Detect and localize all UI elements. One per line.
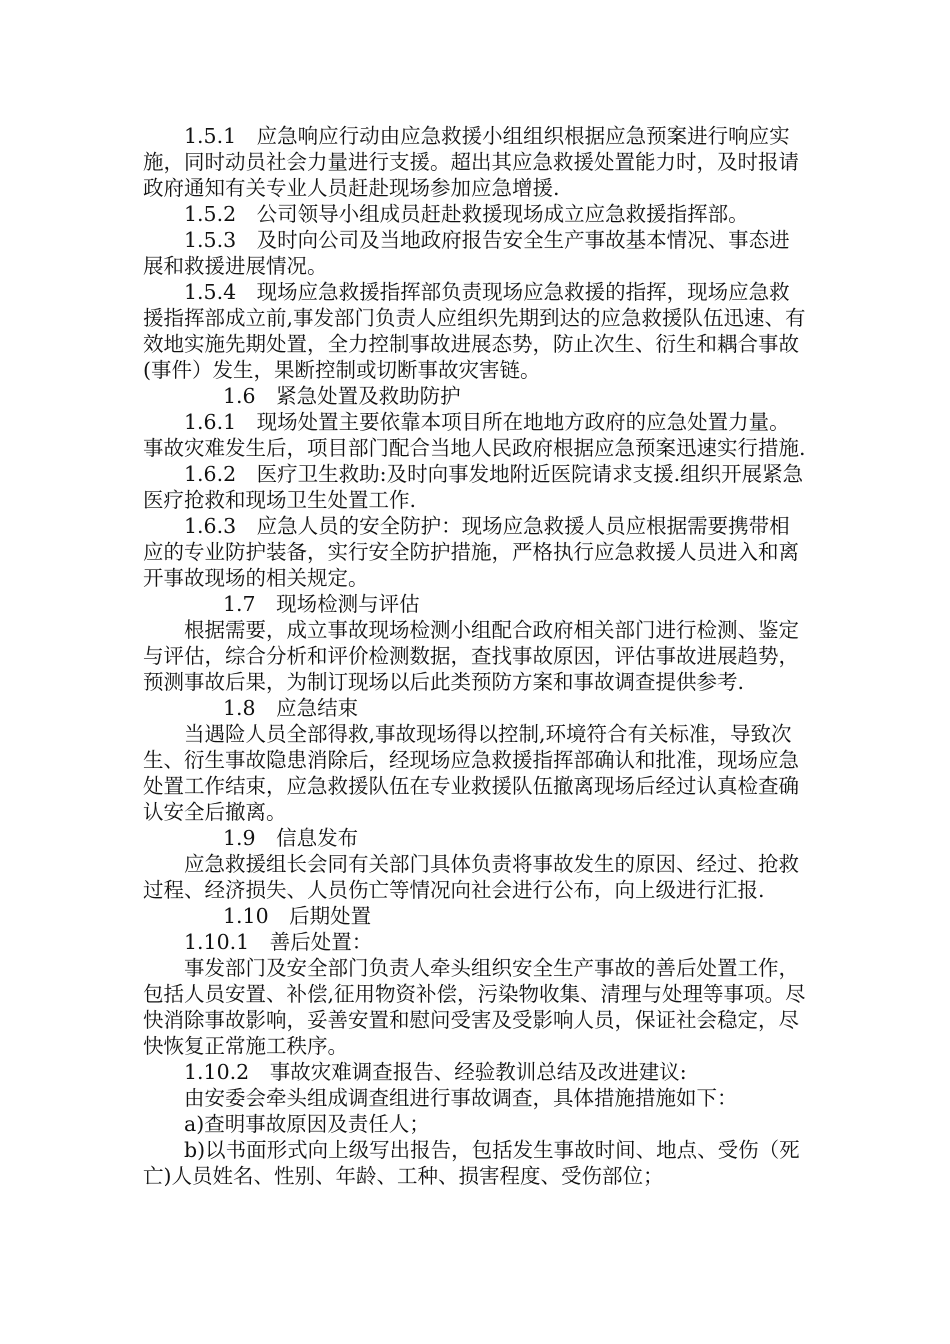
heading-1-10: 1.10 后期处置 [223,904,372,928]
paragraph-1-10-2: 1.10.2 事故灾难调查报告、经验教训总结及改进建议: [184,1060,687,1084]
paragraph-1-6-3: 1.6.3 应急人员的安全防护：现场应急救援人员应根据需要携带相应的专业防护装备，实行安全防护措施，严格执行应急救援人员进入和离开事故现场的相关规定。 [143,514,799,590]
paragraph-1-9: 应急救援组长会同有关部门具体负责将事故发生的原因、经过、抢救过程、经济损失、人员伤亡等情况向社会进行公布，向上级进行汇报. [143,852,799,902]
heading-1-8: 1.8 应急结束 [223,696,359,720]
list-item-b: b)以书面形式向上级写出报告，包括发生事故时间、地点、受伤（死亡)人员姓名、性别、年龄、工种、损害程度、受伤部位； [143,1138,800,1188]
paragraph-1-7: 根据需要，成立事故现场检测小组配合政府相关部门进行检测、鉴定与评估，综合分析和评价检测数据，查找事故原因，评估事故进展趋势，预测事故后果，为制订现场以后此类预防方案和事故调查提供参考. [143,618,799,694]
paragraph-1-10-2-body: 由安委会牵头组成调查组进行事故调查，具体措施措施如下： [184,1086,738,1110]
paragraph-1-10-1: 1.10.1 善后处置： [184,930,373,954]
paragraph-1-5-3: 1.5.3 及时向公司及当地政府报告安全生产事故基本情况、事态进展和救援进展情况。 [143,228,790,278]
list-item-a: a)查明事故原因及责任人； [184,1112,430,1136]
paragraph-1-5-2: 1.5.2 公司领导小组成员赶赴救援现场成立应急救援指挥部。 [184,202,749,226]
heading-1-6: 1.6 紧急处置及救助防护 [223,384,461,408]
document-body [143,123,808,1189]
paragraph-1-6-2: 1.6.2 医疗卫生救助:及时向事发地附近医院请求支援.组织开展紧急医疗抢救和现场卫生处置工作. [143,462,804,512]
paragraph-1-10-1-body: 事发部门及安全部门负责人牵头组织安全生产事故的善后处置工作，包括人员安置、补偿,征用物资补偿，污染物收集、清理与处理等事项。尽快消除事故影响，妥善安置和慰问受害及受影响人员，保证社会稳定，尽快恢复正常施工秩序。 [143,956,806,1058]
paragraph-1-6-1: 1.6.1 现场处置主要依靠本项目所在地地方政府的应急处置力量。事故灾难发生后，项目部门配合当地人民政府根据应急预案迅速实行措施. [143,410,806,460]
paragraph-1-5-1: 1.5.1 应急响应行动由应急救援小组组织根据应急预案进行响应实施，同时动员社会力量进行支援。超出其应急救援处置能力时，及时报请政府通知有关专业人员赶赴现场参加应急增援. [143,124,799,200]
heading-1-9: 1.9 信息发布 [223,826,359,850]
paragraph-1-8: 当遇险人员全部得救,事故现场得以控制,环境符合有关标准，导致次生、衍生事故隐患消除后，经现场应急救援指挥部确认和批准，现场应急处置工作结束，应急救援队伍在专业救援队伍撤离现场后经过认真检查确认安全后撤离。 [143,722,799,824]
paragraph-1-5-4: 1.5.4 现场应急救援指挥部负责现场应急救援的指挥，现场应急救援指挥部成立前,事发部门负责人应组织先期到达的应急救援队伍迅速、有效地实施先期处置，全力控制事故进展态势，防止次生、衍生和耦合事故(事件）发生，果断控制或切断事故灾害链。 [143,280,806,382]
heading-1-7: 1.7 现场检测与评估 [223,592,420,616]
